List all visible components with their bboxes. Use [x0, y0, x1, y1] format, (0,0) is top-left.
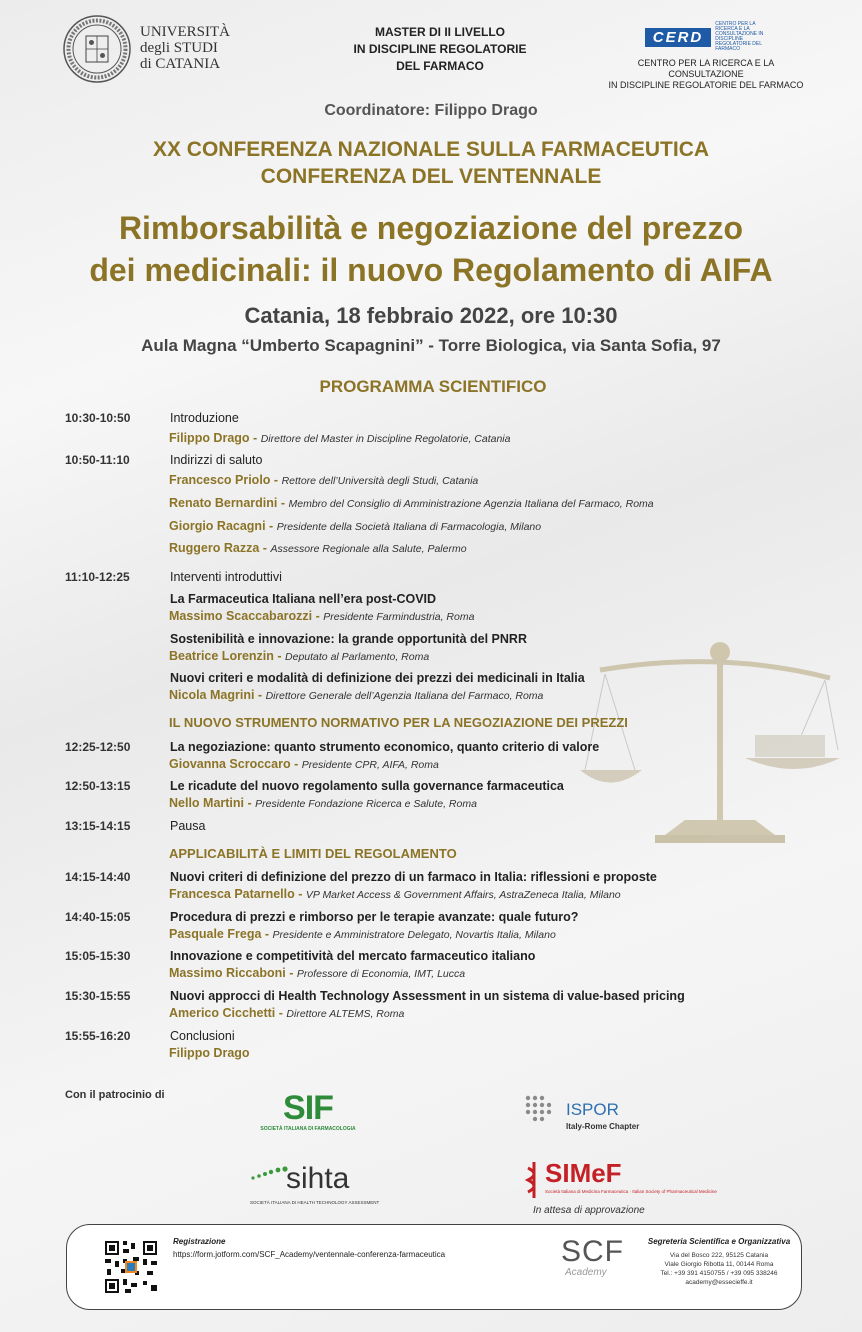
sif-mark: SIF: [283, 1089, 333, 1127]
section-heading: IL NUOVO STRUMENTO NORMATIVO PER LA NEGOZIAZIONE DEI PREZZI: [169, 715, 628, 730]
speaker: Filippo Drago: [169, 1046, 250, 1060]
sihta-logo: sihta SOCIETÀ ITALIANA DI HEALTH TECHNOLOGY ASSESSMENT: [250, 1162, 380, 1205]
speaker: Ruggero Razza - Assessore Regionale alla Salute, Palermo: [169, 541, 467, 555]
session-time: 15:05-15:30: [65, 949, 131, 963]
simef-logo: SIMeF Società Italiana di Medicina Farmaceutica · Italian Society of Pharmaceutical Medicine: [525, 1158, 645, 1208]
event-date: Catania, 18 febbraio 2022, ore 10:30: [244, 303, 618, 328]
master-title: MASTER DI II LIVELLO IN DISCIPLINE REGOLATORIE DEL FARMACO: [353, 25, 527, 73]
speaker: Pasquale Frega - Presidente e Amministratore Delegato, Novartis Italia, Milano: [169, 927, 556, 941]
talk-title: Le ricadute del nuovo regolamento sulla governance farmaceutica: [170, 779, 564, 793]
session-time: 11:10-12:25: [65, 570, 130, 584]
registration-label: Registrazione: [173, 1237, 226, 1246]
speaker: Francesca Patarnello - VP Market Access & Government Affairs, AstraZeneca Italia, Milano: [169, 887, 621, 901]
cerd-logo: [600, 22, 812, 91]
talk-title: Procedura di prezzi e rimborso per le terapie avanzate: quale futuro?: [170, 910, 579, 924]
conference-name: XX CONFERENZA NAZIONALE SULLA FARMACEUTICA CONFERENZA DEL VENTENNALE: [152, 138, 710, 188]
simef-caduceus-icon: [525, 1160, 543, 1200]
session-title: Conclusioni: [170, 1029, 235, 1043]
approval-note: In attesa di approvazione: [533, 1205, 645, 1216]
session-time: 14:15-14:40: [65, 870, 131, 884]
ispor-logo: ISPOR Italy-Rome Chapter: [524, 1094, 664, 1134]
session-title: Indirizzi di saluto: [170, 453, 263, 467]
registration-link[interactable]: https://form.jotform.com/SCF_Academy/ventennale-conferenza-farmaceutica: [173, 1250, 446, 1259]
talk-title: La negoziazione: quanto strumento economico, quanto criterio di valore: [170, 740, 600, 754]
coordinator: Coordinatore: Filippo Drago: [324, 102, 538, 119]
section-heading: APPLICABILITÀ E LIMITI DEL REGOLAMENTO: [169, 846, 457, 861]
cerd-small-text: CENTRO PER LA RICERCA E LA CONSULTAZIONE IN DISCIPLINE REGOLATORIE DEL FARMACO: [715, 21, 764, 52]
talk-title: Innovazione e competitività del mercato farmaceutico italiano: [170, 949, 536, 963]
session-time: 12:25-12:50: [65, 740, 131, 754]
session-time: 10:30-10:50: [65, 411, 131, 425]
secretariat-info: Segreteria Scientifica e Organizzativa Via del Bosco 222, 95125 Catania Viale Giorgio Ribotta 11, 00144 Roma Tel.: +39 391 4150755 / +39 095 338246 academy@essecieffe.it: [645, 1237, 793, 1287]
speaker: Massimo Scaccabarozzi - Presidente Farmindustria, Roma: [169, 609, 475, 623]
talk-title: Nuovi criteri e modalità di definizione dei prezzi dei medicinali in Italia: [170, 671, 585, 685]
university-name: UNIVERSITÀ degli STUDI di CATANIA: [140, 24, 230, 72]
scf-academy-logo: SCF Academy: [561, 1235, 624, 1278]
speaker: Renato Bernardini - Membro del Consiglio di Amministrazione Agenzia Italiana del Farmaco, Roma: [169, 496, 654, 510]
sif-logo: [256, 1090, 360, 1140]
speaker: Giorgio Racagni - Presidente della Società Italiana di Farmacologia, Milano: [169, 519, 542, 533]
footer-box: [66, 1224, 802, 1310]
program-heading: PROGRAMMA SCIENTIFICO: [319, 377, 547, 396]
talk-title: Nuovi approcci di Health Technology Assessment in un sistema di value-based pricing: [170, 989, 685, 1003]
speaker: Giovanna Scroccaro - Presidente CPR, AIFA, Roma: [169, 757, 439, 771]
speaker: Filippo Drago - Direttore del Master in Discipline Regolatorie, Catania: [169, 431, 511, 445]
event-venue: Aula Magna “Umberto Scapagnini” - Torre Biologica, via Santa Sofia, 97: [141, 336, 721, 355]
speaker: Nicola Magrini - Direttore Generale dell’Agenzia Italiana del Farmaco, Roma: [169, 688, 544, 702]
cerd-caption: CENTRO PER LA RICERCA E LA CONSULTAZIONE IN DISCIPLINE REGOLATORIE DEL FARMACO: [608, 58, 804, 90]
sihta-dots-icon: [250, 1166, 290, 1182]
talk-title: Sostenibilità e innovazione: la grande opportunità del PNRR: [170, 632, 527, 646]
talk-title: Nuovi criteri di definizione del prezzo di un farmaco in Italia: riflessioni e proposte: [170, 870, 657, 884]
talk-title: La Farmaceutica Italiana nell’era post-COVID: [170, 592, 437, 606]
balance-scale-icon: [580, 630, 840, 860]
session-title: Pausa: [170, 819, 206, 833]
cerd-mark: CERD: [645, 28, 712, 47]
session-time: 15:55-16:20: [65, 1029, 131, 1043]
session-time: 13:15-14:15: [65, 819, 131, 833]
session-title: Introduzione: [170, 411, 239, 425]
speaker: Francesco Priolo - Rettore dell’Università degli Studi, Catania: [169, 473, 479, 487]
session-time: 12:50-13:15: [65, 779, 131, 793]
speaker: Nello Martini - Presidente Fondazione Ricerca e Salute, Roma: [169, 796, 477, 810]
patronage-label: Con il patrocinio di: [65, 1089, 165, 1101]
ispor-dots-icon: [524, 1094, 554, 1124]
session-time: 15:30-15:55: [65, 989, 131, 1003]
speaker: Massimo Riccaboni - Professore di Economia, IMT, Lucca: [169, 966, 466, 980]
session-time: 14:40-15:05: [65, 910, 131, 924]
session-title: Interventi introduttivi: [170, 570, 282, 584]
qr-code-icon[interactable]: [103, 1239, 159, 1295]
session-time: 10:50-11:10: [65, 453, 130, 467]
university-seal-icon: [62, 14, 132, 84]
sif-caption: SOCIETÀ ITALIANA DI FARMACOLOGIA: [260, 1126, 356, 1132]
speaker: Americo Cicchetti - Direttore ALTEMS, Roma: [169, 1006, 405, 1020]
email-link[interactable]: academy@essecieffe.it: [685, 1279, 753, 1286]
event-title: Rimborsabilità e negoziazione del prezzo dei medicinali: il nuovo Regolamento di AIFA: [89, 210, 773, 288]
speaker: Beatrice Lorenzin - Deputato al Parlamento, Roma: [169, 649, 430, 663]
unict-logo: [62, 14, 242, 86]
